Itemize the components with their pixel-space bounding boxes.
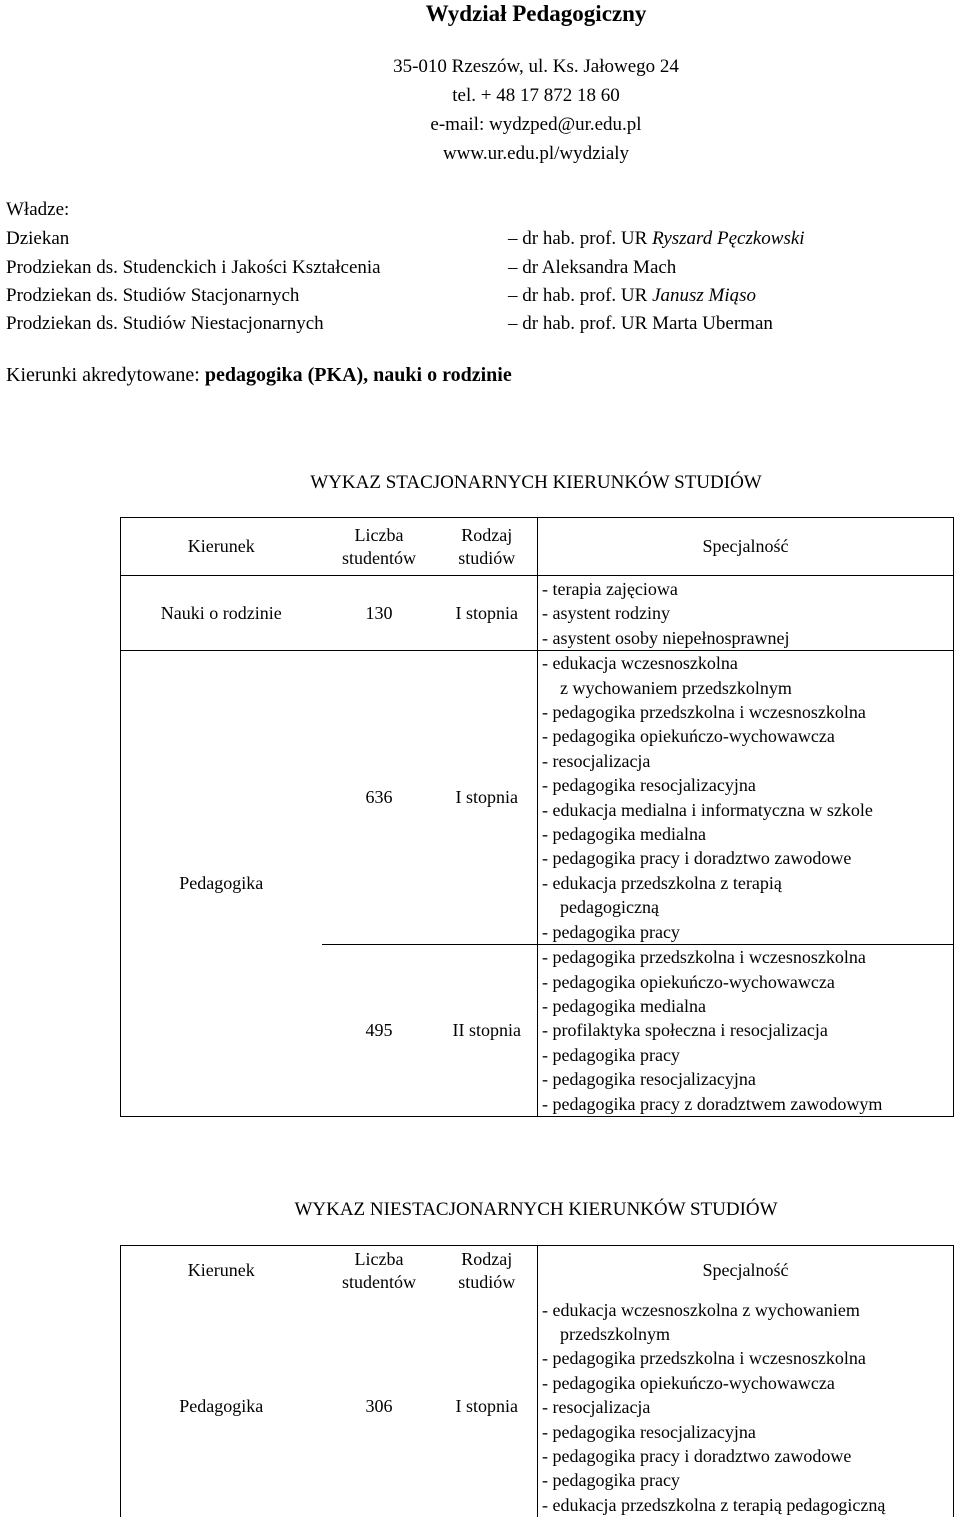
spec-item: - pedagogika resocjalizacyjna — [542, 1421, 756, 1442]
spec-item: - pedagogika resocjalizacyjna — [542, 775, 756, 796]
row-rodzaj: II stopnia — [437, 945, 538, 1117]
row-liczba: 306 — [365, 1395, 393, 1416]
spec-item: - pedagogika pracy z doradztwem zawodowym — [542, 1093, 883, 1114]
stationary-table — [120, 517, 954, 1117]
spec-item: - edukacja przedszkolna z terapią — [542, 872, 782, 893]
spec-item: - pedagogika medialna — [542, 995, 706, 1016]
header-liczba-line1: Liczba — [354, 524, 404, 545]
person-title: – dr hab. prof. UR — [508, 285, 648, 306]
header-rodzaj — [437, 1246, 538, 1296]
faculty-header — [0, 0, 960, 28]
header-rodzaj — [437, 518, 538, 576]
header-kierunek: Kierunek — [121, 518, 322, 576]
role-vice-dean-nonstationary: Prodziekan ds. Studiów Niestacjonarnych — [6, 313, 324, 334]
spec-item: - pedagogika pracy — [542, 1044, 680, 1065]
person-title: – dr — [508, 257, 539, 278]
spec-item: - terapia zajęciowa — [542, 579, 678, 599]
header-rodzaj-line1: Rodzaj — [461, 524, 513, 545]
row-rodzaj: I stopnia — [455, 1395, 518, 1416]
role-vice-dean-stationary: Prodziekan ds. Studiów Stacjonarnych — [6, 285, 300, 306]
spec-item: - pedagogika medialna — [542, 824, 706, 845]
spec-item: pedagogiczną — [560, 897, 659, 918]
table-header-row — [121, 518, 954, 576]
row-liczba: 636 — [322, 651, 437, 945]
spec-item: przedszkolnym — [560, 1323, 670, 1344]
person-vice-dean-students — [508, 253, 676, 282]
person-vice-dean-stationary — [508, 281, 756, 310]
person-title: – dr hab. prof. UR — [508, 228, 648, 249]
faculty-address: 35-010 Rzeszów, ul. Ks. Jałowego 24 — [393, 56, 679, 77]
header-rodzaj-line1: Rodzaj — [461, 1248, 513, 1269]
table-row — [121, 576, 954, 651]
header-rodzaj-line2: studiów — [458, 1271, 516, 1292]
person-name: Janusz Miąso — [652, 285, 757, 306]
spec-item: - edukacja medialna i informatyczna w szkole — [542, 799, 873, 820]
authorities-heading: Władze: — [6, 199, 70, 220]
row-rodzaj: I stopnia — [437, 651, 538, 945]
spec-item: - resocjalizacja — [542, 1397, 651, 1418]
spec-item: - pedagogika opiekuńczo-wychowawcza — [542, 971, 835, 992]
spec-item: - pedagogika przedszkolna i wczesnoszkolna — [542, 947, 866, 968]
person-dean — [508, 224, 805, 253]
header-rodzaj-line2: studiów — [458, 547, 516, 568]
row-specjalnosc — [538, 945, 954, 1117]
spec-item: - pedagogika opiekuńczo-wychowawcza — [542, 1372, 835, 1393]
accredited-programs — [6, 364, 512, 387]
spec-item: - asystent rodziny — [542, 603, 670, 624]
header-liczba-line2: studentów — [342, 547, 416, 568]
faculty-phone: tel. + 48 17 872 18 60 — [452, 85, 620, 106]
header-specjalnosc: Specjalność — [538, 518, 954, 576]
spec-item: - pedagogika pracy i doradztwo zawodowe — [542, 1445, 852, 1466]
accredited-label: Kierunki akredytowane: — [6, 364, 200, 386]
nonstationary-section-title: WYKAZ NIESTACJONARNYCH KIERUNKÓW STUDIÓW — [294, 1199, 778, 1220]
row-liczba: 130 — [322, 576, 437, 651]
spec-item: - pedagogika opiekuńczo-wychowawcza — [542, 726, 835, 747]
row-specjalnosc — [538, 1296, 954, 1518]
row-kierunek: Pedagogika — [121, 651, 322, 1117]
spec-item: - pedagogika resocjalizacyjna — [542, 1069, 756, 1090]
header-specjalnosc: Specjalność — [538, 1246, 954, 1296]
role-vice-dean-students: Prodziekan ds. Studenckich i Jakości Kształcenia — [6, 257, 381, 278]
header-liczba-line1: Liczba — [354, 1248, 404, 1269]
spec-item: - asystent osoby niepełnosprawnej — [542, 627, 790, 648]
spec-item: - pedagogika pracy — [542, 921, 680, 942]
spec-item: - pedagogika pracy — [542, 1470, 680, 1491]
header-liczba-line2: studentów — [342, 1271, 416, 1292]
row-specjalnosc — [538, 576, 954, 651]
faculty-title: Wydział Pedagogiczny — [425, 1, 647, 26]
row-specjalnosc — [538, 651, 954, 945]
row-kierunek: Pedagogika — [121, 1296, 322, 1518]
spec-item: z wychowaniem przedszkolnym — [560, 677, 792, 698]
spec-item: - edukacja wczesnoszkolna z wychowaniem — [542, 1299, 860, 1320]
spec-item: - profilaktyka społeczna i resocjalizacja — [542, 1020, 828, 1041]
table-row — [121, 1296, 954, 1518]
spec-item: - edukacja wczesnoszkolna — [542, 653, 738, 674]
row-kierunek: Nauki o rodzinie — [121, 576, 322, 651]
header-liczba — [322, 1246, 437, 1296]
person-name: Aleksandra Mach — [541, 257, 677, 278]
accredited-value: pedagogika (PKA), nauki o rodzinie — [204, 364, 512, 386]
header-liczba — [322, 518, 437, 576]
spec-item: - pedagogika pracy i doradztwo zawodowe — [542, 848, 852, 869]
row-rodzaj: I stopnia — [437, 576, 538, 651]
person-name: Marta Uberman — [652, 313, 773, 334]
spec-item: - pedagogika przedszkolna i wczesnoszkolna — [542, 1348, 866, 1369]
stationary-section-title: WYKAZ STACJONARNYCH KIERUNKÓW STUDIÓW — [310, 472, 762, 493]
faculty-website[interactable]: www.ur.edu.pl/wydzialy — [442, 143, 630, 164]
person-name: Ryszard Pęczkowski — [652, 228, 805, 249]
table-row — [121, 651, 954, 945]
spec-item: - edukacja przedszkolna z terapią pedagogiczną — [542, 1494, 886, 1515]
spec-item: - pedagogika przedszkolna i wczesnoszkolna — [542, 702, 866, 723]
role-dean: Dziekan — [6, 228, 70, 249]
nonstationary-table — [120, 1245, 954, 1517]
row-liczba: 495 — [322, 945, 437, 1117]
person-title: – dr hab. prof. UR — [508, 313, 648, 334]
table-header-row — [121, 1246, 954, 1296]
spec-item: - resocjalizacja — [542, 750, 651, 771]
faculty-email[interactable]: e-mail: wydzped@ur.edu.pl — [430, 114, 642, 135]
header-kierunek: Kierunek — [121, 1246, 322, 1296]
person-vice-dean-nonstationary — [508, 309, 773, 338]
